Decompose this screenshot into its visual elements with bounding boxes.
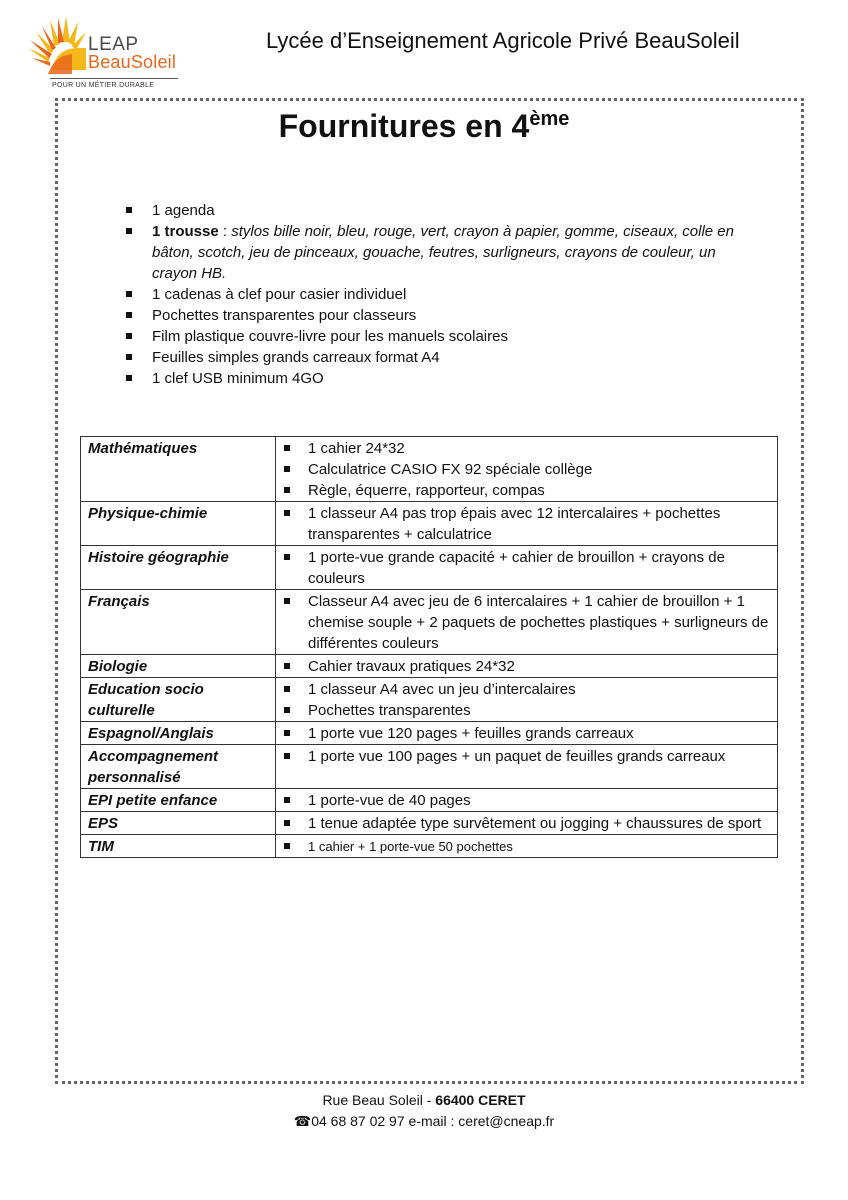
supply-item-details: stylos bille noir, bleu, rouge, vert, crayon à papier, gomme, ciseaux, colle en bâton, scotch, jeu de pinceaux, gouache, feutres, surligneurs, crayons de couleur, un crayon HB.	[152, 223, 734, 282]
supply-item-text: 1 agenda	[152, 202, 215, 219]
subject-items-list	[284, 723, 770, 744]
subject-name: TIM	[81, 835, 276, 858]
list-item	[284, 700, 770, 721]
table-row	[81, 655, 778, 678]
list-item	[284, 459, 770, 480]
supply-item	[126, 200, 746, 221]
subject-name: EPI petite enfance	[81, 789, 276, 812]
bullet-square-icon	[284, 663, 290, 669]
page-title	[0, 108, 848, 145]
subject-items-list	[284, 503, 770, 545]
logo-leap-text: LEAP	[88, 34, 139, 55]
title-superscript: ème	[529, 108, 570, 130]
school-name: Lycée d’Enseignement Agricole Privé BeauSoleil	[266, 28, 740, 53]
footer-city: 66400 CERET	[435, 1092, 526, 1108]
subject-name: EPS	[81, 812, 276, 835]
supply-item-text: Film plastique couvre-livre pour les manuels scolaires	[152, 328, 508, 345]
subject-item-text: Classeur A4 avec jeu de 6 intercalaires + 1 cahier de brouillon + 1 chemise souple + 2 paquets de pochettes plastiques + surligneurs de différentes couleurs	[308, 593, 769, 652]
subject-item-text: 1 porte vue 120 pages + feuilles grands carreaux	[308, 725, 634, 742]
table-row	[81, 590, 778, 655]
bullet-square-icon	[126, 207, 132, 213]
footer-contact-text: 04 68 87 02 97 e-mail : ceret@cneap.fr	[311, 1113, 555, 1129]
bullet-square-icon	[284, 510, 290, 516]
bullet-square-icon	[126, 333, 132, 339]
list-item	[284, 438, 770, 459]
subject-name: Mathématiques	[81, 437, 276, 502]
table-row	[81, 812, 778, 835]
subject-items-list	[284, 836, 770, 857]
table-row	[81, 502, 778, 546]
list-item	[284, 790, 770, 811]
list-item	[284, 813, 770, 834]
footer-address	[0, 1090, 848, 1111]
supply-item	[126, 221, 746, 284]
table-row	[81, 835, 778, 858]
subject-item-text: 1 tenue adaptée type survêtement ou jogging + chaussures de sport	[308, 815, 762, 832]
supply-item-text: Feuilles simples grands carreaux format A4	[152, 349, 440, 366]
table-row	[81, 437, 778, 502]
subject-item-text: 1 classeur A4 pas trop épais avec 12 intercalaires + pochettes transparentes + calculatrice	[308, 505, 721, 543]
list-item	[284, 746, 770, 767]
supply-item	[126, 284, 746, 305]
bullet-square-icon	[284, 686, 290, 692]
subject-items-cell	[276, 745, 778, 789]
subject-items-cell	[276, 789, 778, 812]
subject-supplies-table	[80, 436, 778, 858]
logo-divider	[50, 78, 178, 79]
bullet-square-icon	[284, 554, 290, 560]
subject-name: Français	[81, 590, 276, 655]
subject-items-cell	[276, 722, 778, 745]
subject-item-text: 1 cahier 24*32	[308, 440, 405, 457]
subject-items-cell	[276, 812, 778, 835]
list-item	[284, 591, 770, 654]
logo-tagline: POUR UN MÉTIER DURABLE	[52, 82, 155, 89]
table-row	[81, 745, 778, 789]
subject-item-text: 1 cahier + 1 porte-vue 50 pochettes	[308, 839, 513, 854]
subject-items-list	[284, 790, 770, 811]
footer	[0, 1090, 848, 1132]
footer-contact	[0, 1111, 848, 1132]
table-row	[81, 789, 778, 812]
subject-name: Accompagnement personnalisé	[81, 745, 276, 789]
supply-item-bold: 1 trousse	[152, 223, 219, 240]
subject-item-text: 1 classeur A4 avec un jeu d’intercalaires	[308, 681, 576, 698]
bullet-square-icon	[284, 843, 290, 849]
supply-item	[126, 347, 746, 368]
list-item	[284, 656, 770, 677]
bullet-square-icon	[126, 228, 132, 234]
subject-name: Histoire géographie	[81, 546, 276, 590]
subject-item-text: Calculatrice CASIO FX 92 spéciale collège	[308, 461, 593, 478]
subject-items-list	[284, 591, 770, 654]
subject-items-cell	[276, 678, 778, 722]
table-row	[81, 678, 778, 722]
bullet-square-icon	[284, 487, 290, 493]
subject-items-list	[284, 679, 770, 721]
subject-items-cell	[276, 437, 778, 502]
sun-icon	[26, 12, 96, 82]
subject-item-text: Règle, équerre, rapporteur, compas	[308, 482, 545, 499]
subject-items-cell	[276, 835, 778, 858]
table-row	[81, 722, 778, 745]
subject-items-list	[284, 813, 770, 834]
list-item	[284, 723, 770, 744]
bullet-square-icon	[126, 354, 132, 360]
list-item	[284, 836, 770, 857]
title-main: Fournitures en 4	[278, 108, 530, 144]
subject-name: Physique-chimie	[81, 502, 276, 546]
general-supplies-list	[126, 200, 746, 389]
bullet-square-icon	[284, 707, 290, 713]
bullet-square-icon	[284, 820, 290, 826]
subject-items-cell	[276, 502, 778, 546]
bullet-square-icon	[284, 753, 290, 759]
supply-item-text: Pochettes transparentes pour classeurs	[152, 307, 417, 324]
phone-icon: ☎	[293, 1113, 312, 1129]
bullet-square-icon	[126, 291, 132, 297]
table-row	[81, 546, 778, 590]
subject-items-list	[284, 746, 770, 767]
subject-item-text: 1 porte-vue de 40 pages	[308, 792, 471, 809]
subject-items-list	[284, 547, 770, 589]
subject-item-text: 1 porte-vue grande capacité + cahier de brouillon + crayons de couleurs	[308, 549, 725, 587]
list-item	[284, 679, 770, 700]
subject-items-list	[284, 656, 770, 677]
bullet-square-icon	[126, 312, 132, 318]
subject-table-body	[81, 437, 778, 858]
supply-item	[126, 305, 746, 326]
bullet-square-icon	[284, 445, 290, 451]
list-item	[284, 547, 770, 589]
subject-name: Espagnol/Anglais	[81, 722, 276, 745]
bullet-square-icon	[126, 375, 132, 381]
footer-street: Rue Beau Soleil -	[322, 1092, 436, 1108]
list-item	[284, 503, 770, 545]
supply-item-text: 1 clef USB minimum 4GO	[152, 370, 324, 387]
list-item	[284, 480, 770, 501]
bullet-square-icon	[284, 466, 290, 472]
subject-items-cell	[276, 655, 778, 678]
bullet-square-icon	[284, 797, 290, 803]
bullet-square-icon	[284, 730, 290, 736]
subject-name: Biologie	[81, 655, 276, 678]
supply-item	[126, 368, 746, 389]
subject-item-text: Cahier travaux pratiques 24*32	[308, 658, 515, 675]
subject-items-list	[284, 438, 770, 501]
supply-item	[126, 326, 746, 347]
bullet-square-icon	[284, 598, 290, 604]
supply-item-text: 1 cadenas à clef pour casier individuel	[152, 286, 407, 303]
logo-beausoleil-text: BeauSoleil	[88, 52, 177, 72]
subject-item-text: 1 porte vue 100 pages + un paquet de feuilles grands carreaux	[308, 748, 726, 765]
supply-item-text: :	[218, 223, 232, 240]
subject-items-cell	[276, 590, 778, 655]
subject-name: Education socio culturelle	[81, 678, 276, 722]
subject-item-text: Pochettes transparentes	[308, 702, 471, 719]
subject-items-cell	[276, 546, 778, 590]
school-logo	[26, 12, 186, 90]
